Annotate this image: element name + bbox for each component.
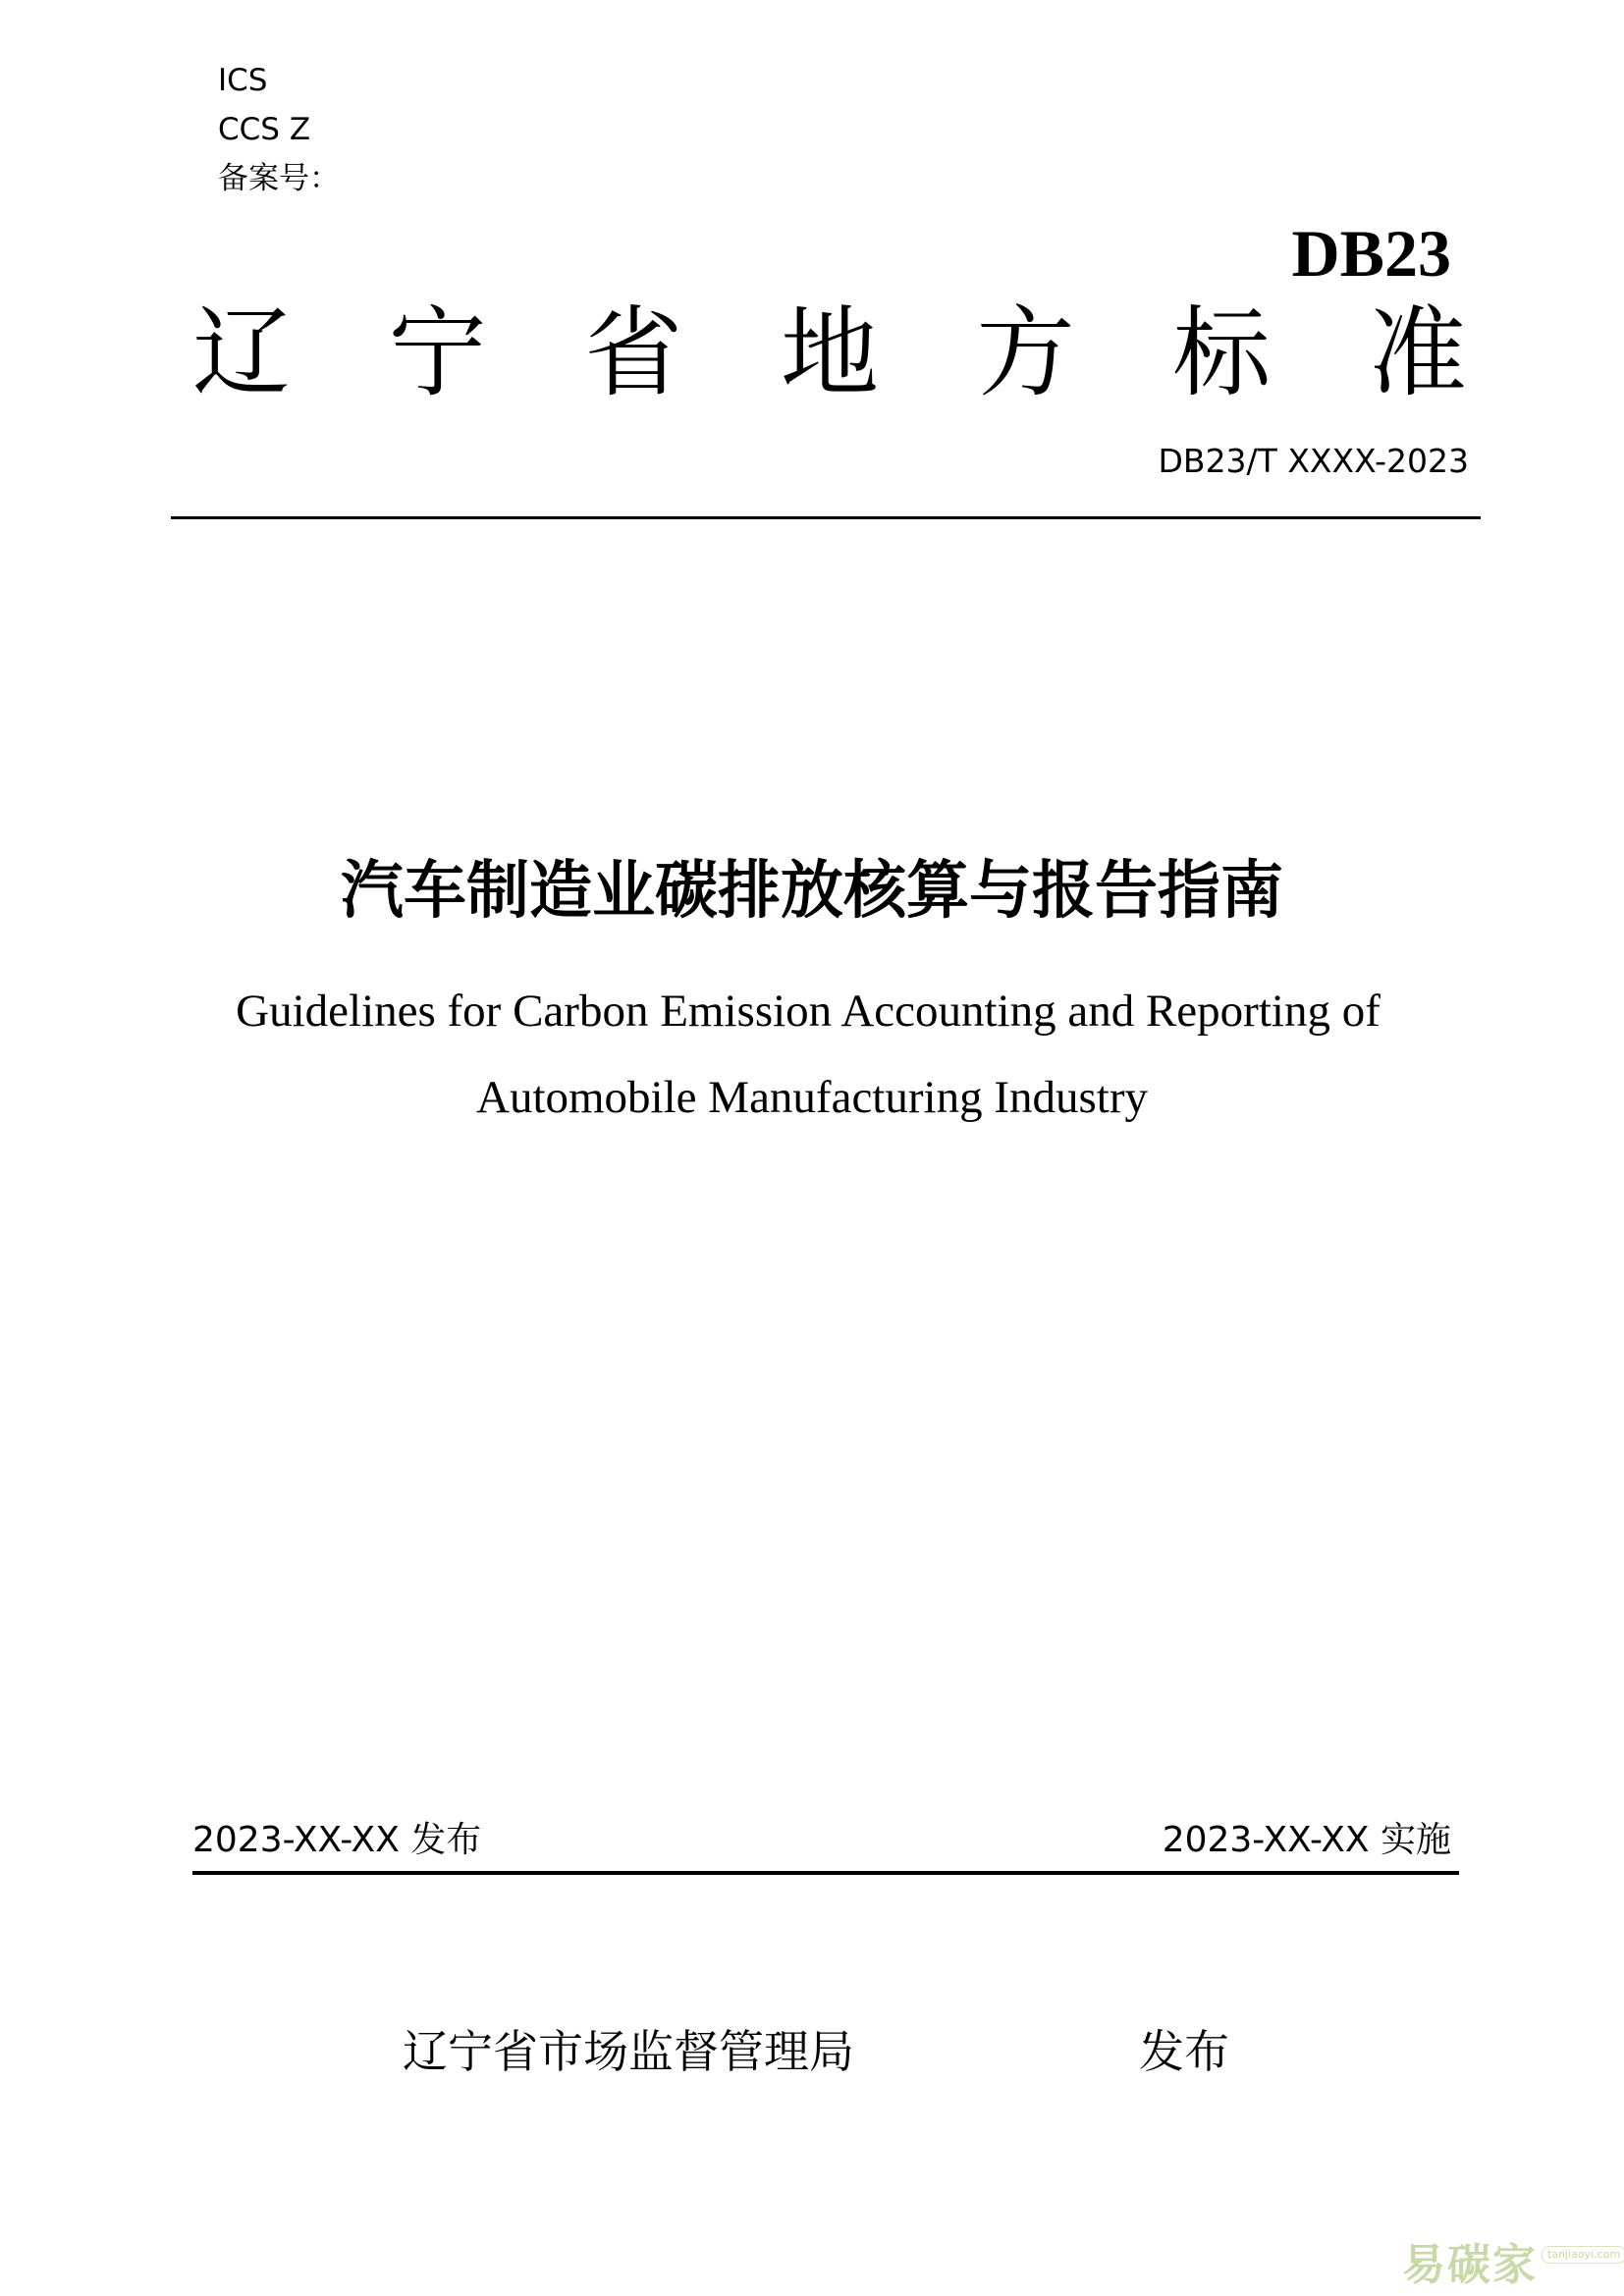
standard-title-char: 方 [976, 295, 1075, 410]
ccs-code: CCS Z [218, 112, 311, 147]
document-title-en-line2: Automobile Manufacturing Industry [476, 1072, 1148, 1123]
top-divider [171, 516, 1481, 519]
record-number-label: 备案号： [218, 161, 340, 196]
standard-title-char: 省 [584, 295, 683, 410]
watermark [1402, 2240, 1624, 2291]
watermark-url: tanjiaoyi.com [1542, 2246, 1624, 2264]
standard-title-char: 地 [780, 295, 879, 410]
standard-title-char: 准 [1368, 295, 1467, 410]
publish-date: 2023-XX-XX 发布 [192, 1820, 482, 1860]
watermark-logo: 易碳家 [1402, 2240, 1538, 2290]
standard-title [192, 294, 1467, 412]
bottom-divider [192, 1871, 1459, 1875]
standard-title-char: 辽 [192, 295, 291, 410]
standard-title-char: 标 [1172, 295, 1272, 410]
db-code: DB23 [1291, 216, 1451, 291]
document-title-en-line1: Guidelines for Carbon Emission Accounting and Reporting of [236, 986, 1380, 1037]
ics-code: ICS [218, 63, 268, 98]
document-title-cn: 汽车制造业碳排放核算与报告指南 [341, 855, 1283, 928]
issuer-name: 辽宁省市场监督管理局 [403, 2025, 854, 2078]
issuer-action: 发布 [1139, 2025, 1229, 2078]
standard-title-char: 宁 [388, 295, 487, 410]
standard-number: DB23/T XXXX-2023 [1158, 442, 1469, 480]
effective-date: 2023-XX-XX 实施 [1162, 1820, 1451, 1860]
